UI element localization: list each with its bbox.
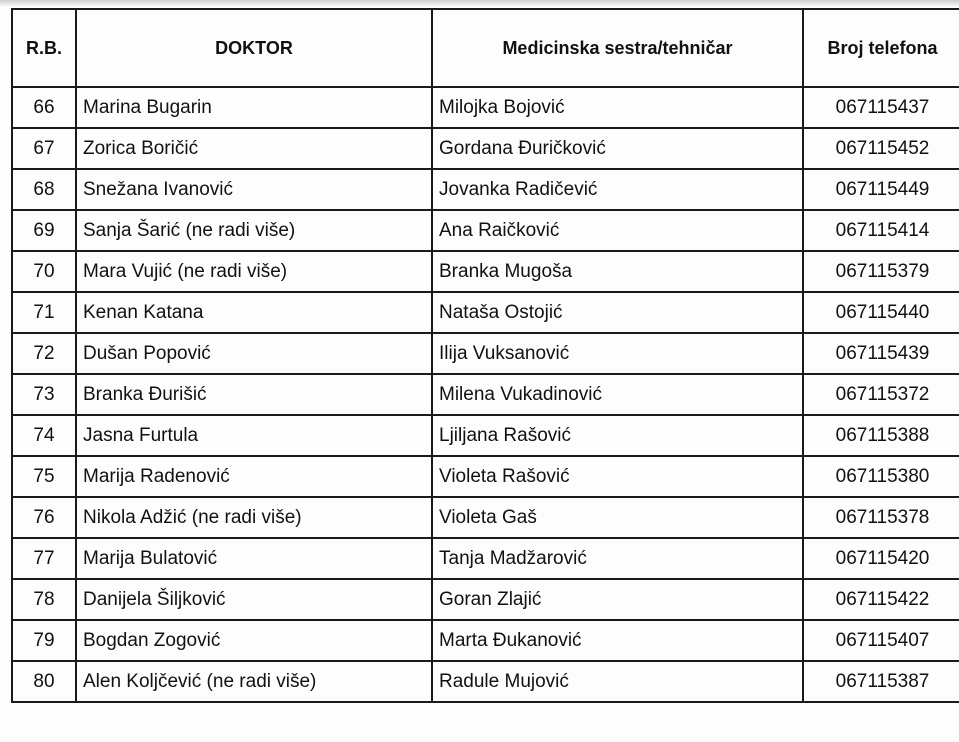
doctor-name: Bogdan Zogović (76, 620, 432, 661)
table-row (12, 292, 959, 333)
doctor-name: Kenan Katana (76, 292, 432, 333)
doctor-name: Alen Koljčević (ne radi više) (76, 661, 432, 702)
table-row (12, 538, 959, 579)
phone-number: 067115387 (803, 661, 959, 702)
nurse-name: Branka Mugoša (432, 251, 803, 292)
nurse-name: Violeta Gaš (432, 497, 803, 538)
nurse-name: Goran Zlajić (432, 579, 803, 620)
table-row (12, 579, 959, 620)
header-rb: R.B. (12, 9, 76, 87)
nurse-name: Nataša Ostojić (432, 292, 803, 333)
phone-number: 067115422 (803, 579, 959, 620)
nurse-name: Violeta Rašović (432, 456, 803, 497)
row-number: 77 (12, 538, 76, 579)
phone-number: 067115388 (803, 415, 959, 456)
table-row (12, 661, 959, 702)
phone-number: 067115378 (803, 497, 959, 538)
nurse-name: Marta Đukanović (432, 620, 803, 661)
row-number: 66 (12, 87, 76, 128)
table-row (12, 456, 959, 497)
doctor-name: Marija Radenović (76, 456, 432, 497)
table-row (12, 169, 959, 210)
phone-number: 067115440 (803, 292, 959, 333)
header-sestra: Medicinska sestra/tehničar (432, 9, 803, 87)
phone-number: 067115439 (803, 333, 959, 374)
doctor-name: Zorica Boričić (76, 128, 432, 169)
phone-number: 067115380 (803, 456, 959, 497)
phone-number: 067115379 (803, 251, 959, 292)
row-number: 67 (12, 128, 76, 169)
row-number: 76 (12, 497, 76, 538)
row-number: 78 (12, 579, 76, 620)
table-body (12, 87, 959, 702)
doctor-name: Mara Vujić (ne radi više) (76, 251, 432, 292)
nurse-name: Ana Raičković (432, 210, 803, 251)
doctor-name: Snežana Ivanović (76, 169, 432, 210)
table-row (12, 210, 959, 251)
nurse-name: Jovanka Radičević (432, 169, 803, 210)
row-number: 70 (12, 251, 76, 292)
nurse-name: Gordana Đuričković (432, 128, 803, 169)
table-row (12, 374, 959, 415)
doctor-name: Danijela Šiljković (76, 579, 432, 620)
doctor-name: Dušan Popović (76, 333, 432, 374)
row-number: 79 (12, 620, 76, 661)
doctor-name: Marina Bugarin (76, 87, 432, 128)
row-number: 71 (12, 292, 76, 333)
nurse-name: Tanja Madžarović (432, 538, 803, 579)
doctor-name: Branka Đurišić (76, 374, 432, 415)
header-telefon: Broj telefona (803, 9, 959, 87)
doctor-name: Nikola Adžić (ne radi više) (76, 497, 432, 538)
doctor-name: Jasna Furtula (76, 415, 432, 456)
nurse-name: Ilija Vuksanović (432, 333, 803, 374)
phone-number: 067115452 (803, 128, 959, 169)
phone-number: 067115407 (803, 620, 959, 661)
phone-number: 067115414 (803, 210, 959, 251)
table-row (12, 415, 959, 456)
table-row (12, 87, 959, 128)
contact-table (11, 8, 959, 703)
table-row (12, 497, 959, 538)
scan-edge (0, 0, 959, 6)
table-row (12, 251, 959, 292)
table-row (12, 333, 959, 374)
nurse-name: Milena Vukadinović (432, 374, 803, 415)
table-header-row (12, 9, 959, 87)
table-row (12, 620, 959, 661)
phone-number: 067115437 (803, 87, 959, 128)
row-number: 72 (12, 333, 76, 374)
row-number: 74 (12, 415, 76, 456)
row-number: 73 (12, 374, 76, 415)
row-number: 69 (12, 210, 76, 251)
phone-number: 067115449 (803, 169, 959, 210)
table-row (12, 128, 959, 169)
phone-number: 067115372 (803, 374, 959, 415)
row-number: 75 (12, 456, 76, 497)
nurse-name: Radule Mujović (432, 661, 803, 702)
doctor-name: Sanja Šarić (ne radi više) (76, 210, 432, 251)
nurse-name: Ljiljana Rašović (432, 415, 803, 456)
row-number: 80 (12, 661, 76, 702)
header-doktor: DOKTOR (76, 9, 432, 87)
row-number: 68 (12, 169, 76, 210)
phone-number: 067115420 (803, 538, 959, 579)
doctor-name: Marija Bulatović (76, 538, 432, 579)
nurse-name: Milojka Bojović (432, 87, 803, 128)
